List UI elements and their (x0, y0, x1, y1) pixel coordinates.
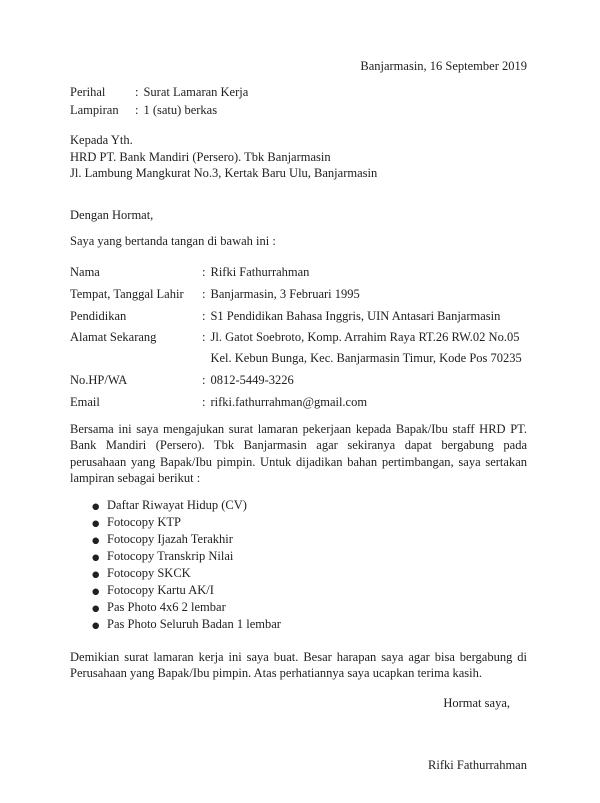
identity-label: No.HP/WA (70, 372, 128, 387)
attachment-item (70, 498, 527, 515)
identity-value: Banjarmasin, 3 Februari 1995 (210, 286, 360, 301)
identity-row-email (70, 391, 527, 413)
meta-block (70, 84, 527, 119)
bullet-icon: ● (92, 501, 100, 512)
recipient-block (70, 132, 527, 182)
identity-value-line-2: Kel. Kebun Bunga, Kec. Banjarmasin Timur, Kode Pos 70235 (210, 350, 522, 365)
identity-value: Rifki Fathurrahman (210, 264, 310, 279)
meta-value: 1 (satu) berkas (143, 102, 218, 117)
colon-separator: : (202, 329, 206, 344)
attachment-item (70, 583, 527, 600)
meta-value: Surat Lamaran Kerja (143, 85, 249, 99)
meta-row-lampiran (70, 102, 527, 120)
attachment-label: Pas Photo Seluruh Badan 1 lembar (107, 616, 281, 631)
date-line: Banjarmasin, 16 September 2019 (360, 59, 527, 73)
attachment-label: Fotocopy SKCK (107, 565, 191, 580)
identity-table (70, 261, 527, 413)
identity-value: 0812-5449-3226 (210, 372, 294, 387)
signature-name: Rifki Fathurrahman (428, 758, 527, 772)
identity-row-hp (70, 369, 527, 391)
salutation-line: Dengan Hormat, (70, 207, 154, 222)
identity-label: Email (70, 394, 100, 409)
identity-label: Pendidikan (70, 308, 127, 323)
identity-value: rifki.fathurrahman@gmail.com (210, 394, 368, 409)
colon-separator: : (202, 286, 206, 301)
attachment-item (70, 566, 527, 583)
intro-line: Saya yang bertanda tangan di bawah ini : (70, 234, 276, 248)
colon-separator: : (202, 372, 206, 387)
attachment-label: Fotocopy Ijazah Terakhir (107, 531, 233, 546)
identity-label: Tempat, Tanggal Lahir (70, 286, 184, 301)
identity-value-line-1: Jl. Gatot Soebroto, Komp. Arrahim Raya RT.26 RW.02 No.05 (210, 329, 520, 344)
attachment-item (70, 515, 527, 532)
signoff-line: Hormat saya, (443, 695, 510, 710)
attachment-label: Fotocopy Kartu AK/I (107, 582, 214, 597)
identity-label: Alamat Sekarang (70, 329, 157, 344)
identity-row-pendidikan (70, 305, 527, 327)
identity-value: S1 Pendidikan Bahasa Inggris, UIN Antasari Banjarmasin (210, 308, 501, 323)
attachment-item (70, 532, 527, 549)
identity-row-ttl (70, 283, 527, 305)
colon-separator: : (202, 394, 206, 409)
bullet-icon: ● (92, 518, 100, 529)
recipient-line-kepada: Kepada Yth. (70, 133, 133, 147)
bullet-icon: ● (92, 620, 100, 631)
identity-row-alamat (70, 327, 527, 369)
identity-row-nama (70, 261, 527, 283)
meta-row-perihal (70, 84, 527, 102)
colon-separator: : (135, 102, 139, 117)
colon-separator: : (202, 264, 206, 279)
bullet-icon: ● (92, 552, 100, 563)
bullet-icon: ● (92, 535, 100, 546)
bullet-icon: ● (92, 569, 100, 580)
meta-label: Perihal (70, 85, 106, 99)
bullet-icon: ● (92, 586, 100, 597)
recipient-line-address: Jl. Lambung Mangkurat No.3, Kertak Baru Ulu, Banjarmasin (70, 166, 378, 180)
attachment-label: Fotocopy Transkrip Nilai (107, 548, 234, 563)
bullet-icon: ● (92, 603, 100, 614)
identity-value (210, 327, 527, 369)
colon-separator: : (135, 85, 139, 99)
meta-label: Lampiran (70, 102, 119, 117)
closing-paragraph: Demikian surat lamaran kerja ini saya buat. Besar harapan saya agar bisa bergabung di Perusahaan yang Bapak/Ibu pimpin. Atas perhatiannya saya ucapkan terima kasih. (70, 649, 527, 680)
attachment-label: Pas Photo 4x6 2 lembar (107, 599, 226, 614)
attachments-list (70, 498, 527, 634)
identity-label: Nama (70, 264, 100, 279)
body-paragraph: Bersama ini saya mengajukan surat lamaran pekerjaan kepada Bapak/Ibu staff HRD PT. Bank Mandiri (Persero). Tbk Banjarmasin agar sekiranya dapat bergabung pada perusahaan yang Bapak/Ibu pimpin. Untuk dijadikan bahan pertimbangan, saya sertakan lampiran sebagai berikut : (70, 421, 527, 485)
attachment-item (70, 600, 527, 617)
attachment-label: Fotocopy KTP (107, 514, 181, 529)
attachment-label: Daftar Riwayat Hidup (CV) (107, 497, 247, 512)
attachment-item (70, 549, 527, 566)
colon-separator: : (202, 308, 206, 323)
attachment-item (70, 617, 527, 634)
recipient-line-company: HRD PT. Bank Mandiri (Persero). Tbk Banjarmasin (70, 149, 331, 164)
